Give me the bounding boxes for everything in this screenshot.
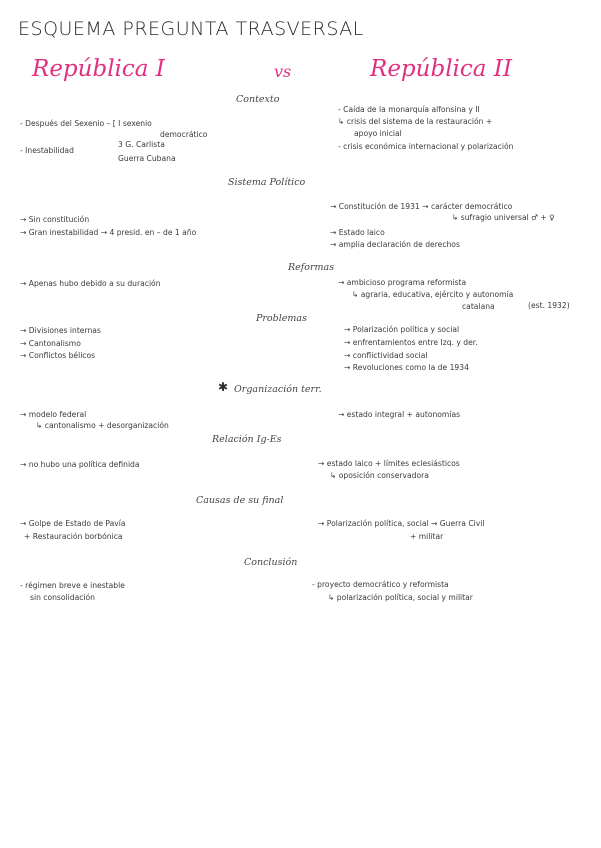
left-organizacion-2: ↳ cantonalismo + desorganización [36, 421, 169, 430]
header-republica-ii: República II [370, 56, 512, 82]
left-problemas-1: → Divisiones internas [20, 326, 101, 335]
right-contexto-1c: apoyo inicial [354, 129, 402, 138]
left-relacion-1: → no hubo una política definida [20, 460, 140, 469]
left-contexto-2b: Guerra Cubana [118, 154, 176, 163]
right-reformas-2: ↳ agraria, educativa, ejército y autonomía [352, 290, 514, 299]
right-relacion-2: ↳ oposición conservadora [330, 471, 429, 480]
left-conclusion-1: - régimen breve e inestable [20, 581, 125, 590]
section-contexto: Contexto [236, 94, 280, 105]
page-title: ESQUEMA PREGUNTA TRASVERSAL [18, 18, 364, 40]
right-contexto-2: - crisis económica internacional y polarización [338, 142, 514, 151]
right-sistema-1b: ↳ sufragio universal ♂ + ♀ [452, 213, 555, 222]
right-sistema-1: → Constitución de 1931 → carácter democrático [330, 202, 513, 211]
section-problemas: Problemas [256, 313, 307, 324]
left-problemas-3: → Conflictos bélicos [20, 351, 96, 360]
right-contexto-1b: ↳ crisis del sistema de la restauración + [338, 117, 493, 126]
left-sistema-1: → Sin constitución [20, 215, 90, 224]
right-problemas-2: → enfrentamientos entre Izq. y der. [344, 338, 478, 347]
left-reformas-1: → Apenas hubo debido a su duración [20, 279, 161, 288]
section-sistema-politico: Sistema Político [228, 177, 306, 188]
right-problemas-3: → conflictividad social [344, 351, 428, 360]
section-conclusion: Conclusión [244, 557, 298, 568]
left-contexto-2a: 3 G. Carlista [118, 140, 165, 149]
right-causas-1: → Polarización política, social ⇝ Guerra Civil [318, 519, 485, 528]
right-problemas-1: → Polarización política y social [344, 325, 460, 334]
left-conclusion-2: sin consolidación [30, 593, 95, 602]
right-reformas-1: → ambicioso programa reformista [338, 278, 467, 287]
left-contexto-2: - Inestabilidad [20, 146, 74, 155]
section-causas-final: Causas de su final [196, 495, 284, 506]
star-icon: ✱ [218, 380, 229, 394]
right-reformas-4: (est. 1932) [528, 301, 570, 310]
left-causas-2: + Restauración borbónica [24, 532, 123, 541]
right-conclusion-1: - proyecto democrático y reformista [312, 580, 449, 589]
left-organizacion-1: → modelo federal [20, 410, 87, 419]
right-sistema-2: → Estado laico [330, 228, 385, 237]
right-causas-2: + militar [410, 532, 444, 541]
section-reformas: Reformas [288, 262, 335, 273]
left-contexto-1: - Después del Sexenio – [ I sexenio [20, 119, 152, 128]
left-problemas-2: → Cantonalismo [20, 339, 81, 348]
header-republica-i: República I [32, 56, 165, 82]
section-organizacion-territorial: Organización terr. [234, 384, 322, 395]
left-sistema-2: → Gran inestabilidad → 4 presid. en – de 1 año [20, 228, 197, 237]
right-organizacion-1: → estado integral + autonomías [338, 410, 461, 419]
right-conclusion-2: ↳ polarización política, social y militar [328, 593, 473, 602]
right-contexto-1: - Caída de la monarquía alfonsina y II [338, 105, 480, 114]
right-sistema-3: → amplia declaración de derechos [330, 240, 460, 249]
left-causas-1: → Golpe de Estado de Pavía [20, 519, 126, 528]
right-relacion-1: → estado laico + límites eclesiásticos [318, 459, 460, 468]
section-relacion-iglesia-estado: Relación Ig-Es [212, 434, 282, 445]
right-reformas-3: catalana [462, 302, 495, 311]
right-problemas-4: → Revoluciones como la de 1934 [344, 363, 469, 372]
header-vs: vs [274, 62, 292, 81]
left-contexto-1b: democrático [160, 130, 208, 139]
